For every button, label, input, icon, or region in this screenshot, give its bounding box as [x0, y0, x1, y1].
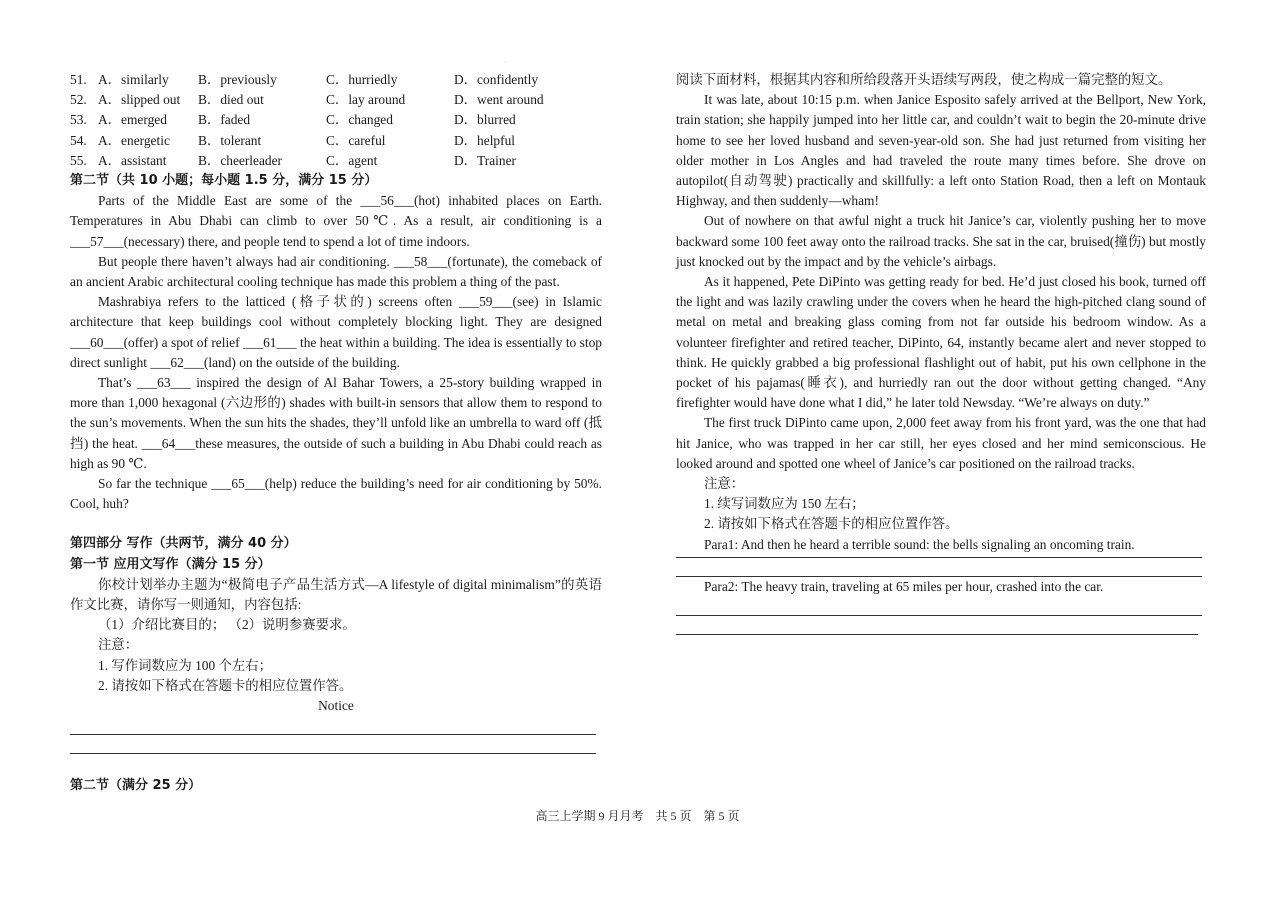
- option-d: D．confidently: [454, 72, 539, 87]
- answer-line: [70, 716, 596, 735]
- option-row: [70, 131, 602, 151]
- story-paragraph: It was late, about 10:15 p.m. when Janice Esposito safely arrived at the Bellport, New York, train station; she happily jumped into her little car, and couldn’t wait to begin the 20-minute drive home to see her loved husband and seven-year-old son. She had just returned from visiting her older mother in Los Angles and had traveled the route many times before. She drove on autopilot(自动驾驶) practically and skillfully: a left onto Station Road, then a left on Montauk Highway, and then suddenly—wham!: [676, 92, 1206, 209]
- answer-line: [676, 597, 1202, 616]
- option-c: C．careful: [326, 132, 386, 148]
- para1-prompt: Para1: And then he heard a terrible sound: the bells signaling an oncoming train.: [704, 536, 1135, 552]
- part-heading: 第四部分 写作（共两节，满分 40 分）: [70, 536, 297, 552]
- question-number: 53.: [70, 112, 87, 128]
- option-a: A．emerged: [98, 112, 167, 128]
- option-d: D．blurred: [454, 112, 516, 128]
- left-column: [70, 70, 602, 797]
- note-label: 注意：: [98, 637, 139, 653]
- option-d: D．went around: [454, 92, 544, 108]
- story-paragraph: Out of nowhere on that awful night a truck hit Janice’s car, violently pushing her to move backward some 100 feet away onto the railroad tracks. She sat in the car, bruised(撞伤) but mostly just knocked out by the impact and by the vehicle’s airbags.: [676, 213, 1206, 269]
- option-a: A．energetic: [98, 132, 170, 148]
- option-d: D．Trainer: [454, 152, 516, 168]
- option-c: C．changed: [326, 112, 393, 128]
- right-column: [676, 70, 1206, 635]
- writing-section-heading: 第一节 应用文写作（满分 15 分）: [70, 556, 271, 572]
- passage-paragraph: But people there haven’t always had air conditioning. ___58___(fortunate), the comeback of an ancient Arabic architectural cooling technique has made this problem a thing of the past.: [70, 253, 602, 290]
- option-a: A．slipped out: [98, 92, 181, 108]
- option-row: [70, 70, 602, 90]
- question-number: 55.: [70, 152, 87, 168]
- passage-paragraph: So far the technique ___65___(help) reduce the building’s need for air conditioning by 50%. Cool, huh?: [70, 476, 602, 512]
- option-c: C．hurriedly: [326, 72, 398, 87]
- reading-instruction: 阅读下面材料，根据其内容和所给段落开头语续写两段，使之构成一篇完整的短文。: [676, 72, 1172, 87]
- scan-dot: ·: [504, 60, 506, 66]
- passage-paragraph: Parts of the Middle East are some of the ___56___(hot) inhabited places on Earth. Temperatures in Abu Dhabi can climb to over 50℃. As a result, air conditioning is a ___57___(necessary) there, and people tend to spend a lot of time indoors.: [70, 193, 602, 249]
- question-number: 54.: [70, 132, 87, 148]
- answer-line: [70, 735, 596, 754]
- note-item: 2. 请按如下格式在答题卡的相应位置作答。: [704, 516, 959, 532]
- notice-title: Notice: [318, 698, 354, 714]
- option-a: A．similarly: [98, 72, 169, 87]
- note-label: 注意：: [704, 476, 745, 492]
- spacer: [70, 754, 602, 776]
- note-item: 2. 请按如下格式在答题卡的相应位置作答。: [98, 677, 353, 693]
- option-row: [70, 151, 602, 171]
- question-number: 52.: [70, 92, 87, 108]
- page-footer: 高三上学期 9 月月考 共 5 页 第 5 页: [535, 809, 740, 823]
- para2-prompt: Para2: The heavy train, traveling at 65 miles per hour, crashed into the car.: [704, 578, 1104, 594]
- note-item: 1. 写作词数应为 100 个左右；: [98, 657, 273, 673]
- option-b: B．tolerant: [198, 132, 262, 148]
- option-d: D．helpful: [454, 132, 515, 148]
- option-c: C．agent: [326, 152, 378, 168]
- option-row: [70, 110, 602, 130]
- note-item: 1. 续写词数应为 150 左右；: [704, 496, 865, 512]
- option-c: C．lay around: [326, 92, 406, 108]
- option-row: [70, 90, 602, 110]
- writing-prompt: 你校计划举办主题为“极简电子产品生活方式—A lifestyle of digital minimalism”的英语作文比赛，请你写一则通知，内容包括:: [70, 576, 602, 613]
- writing-section-heading: 第二节（满分 25 分）: [70, 778, 202, 794]
- passage-paragraph: Mashrabiya refers to the latticed (格子状的) screens often ___59___(see) in Islamic architecture that keep buildings cool without completely blocking light. They are designed ___60___(offer) a spot of relief ___61___ the heat within a building. The idea is essentially to stop direct sunlight ___62___(land) on the outside of the building.: [70, 294, 602, 370]
- question-number: 51.: [70, 72, 87, 87]
- option-b: B．faded: [198, 112, 251, 128]
- passage-paragraph: That’s ___63___ inspired the design of Al Bahar Towers, a 25-story building wrapped in more than 1,000 hexagonal (六边形的) shades with built-in sensors that allow them to respond to the sun’s movements. When the sun hits the shades, they’ll unfold like an umbrella to ward off (抵挡) the heat. ___64___these measures, the outside of such a building in Abu Dhabi could reach as high as 90 ℃.: [70, 375, 602, 471]
- option-b: B．cheerleader: [198, 152, 283, 168]
- story-paragraph: The first truck DiPinto came upon, 2,000 feet away from his front yard, was the one that had hit Janice, who was trapped in her car still, her eyes closed and her mind semiconscious. He looked around and spotted one wheel of Janice’s car positioned on the railroad tracks.: [676, 415, 1206, 471]
- option-b: B．died out: [198, 92, 264, 108]
- spacer: [70, 514, 602, 534]
- answer-line: [676, 616, 1198, 635]
- option-b: B．previously: [198, 72, 277, 87]
- writing-points: （1）介绍比赛目的； （2）说明参赛要求。: [98, 617, 356, 633]
- option-a: A．assistant: [98, 152, 167, 168]
- section-heading: 第二节（共 10 小题；每小题 1.5 分，满分 15 分）: [70, 173, 378, 189]
- answer-line: [676, 558, 1202, 577]
- story-paragraph: As it happened, Pete DiPinto was getting ready for bed. He’d just closed his book, turned off the light and was lazily crawling under the covers when he heard the high-pitched clang sound of metal on metal and breaking glass coming from not far outside his bedroom window. As a volunteer firefighter and retired teacher, DiPinto, 64, instantly became alert and never stopped to think. He quickly grabbed a big professional flashlight out of habit, put his own cellphone in the pocket of his pajamas(睡衣), and hurriedly ran out the door without getting changed. “Any firefighter would have done what I did,” he later told Newsday. “We’re always on duty.”: [676, 274, 1206, 411]
- options-list: [70, 70, 602, 171]
